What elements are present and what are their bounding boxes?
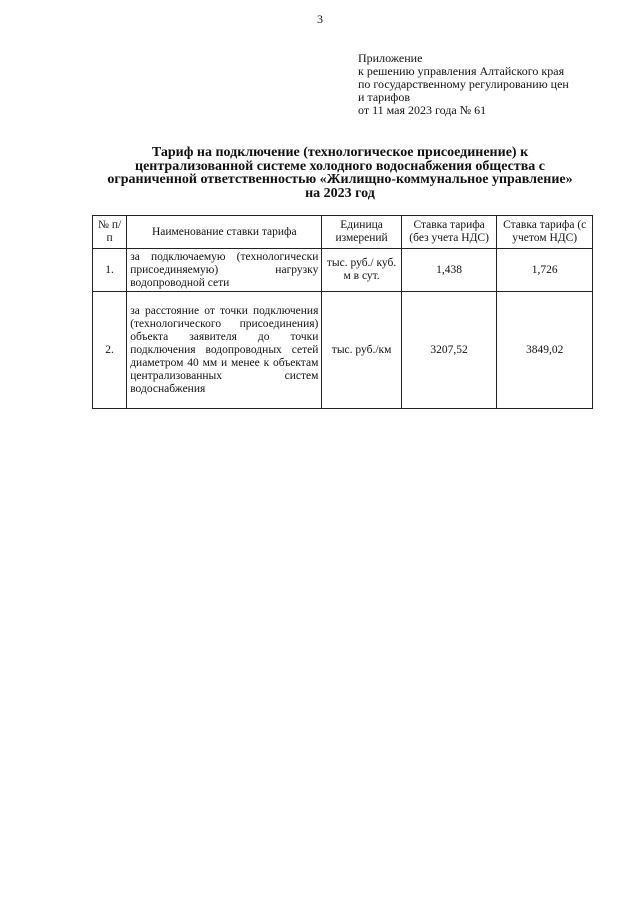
annex-line-1: Приложение [358, 51, 423, 65]
title-line-1: Тариф на подключение (технологическое присоединение) к [151, 145, 529, 160]
tariff-table [92, 215, 593, 409]
row-unit: тыс. руб./км [322, 292, 401, 409]
row-name: за подключаемую (технологически присоединяемую) нагрузку водопроводной сети [127, 249, 322, 292]
annex-block [358, 52, 569, 117]
row-rate-no-vat: 3207,52 [401, 292, 497, 409]
header-num: № п/п [93, 216, 127, 249]
annex-line-5: от 11 мая 2023 года № 61 [358, 103, 487, 117]
header-unit: Единица измерений [322, 216, 401, 249]
table-header-row [93, 216, 593, 249]
row-name: за расстояние от точки подключения (технологического присоединения) объекта заявителя до точки подключения водопроводных сетей диаметром 40 мм и менее к объектам централизованных систем водоснабжения [127, 292, 322, 409]
table-row [93, 249, 593, 292]
row-unit: тыс. руб./ куб. м в сут. [322, 249, 401, 292]
title-line-3: ограниченной ответственностью «Жилищно-коммунальное управление» [107, 172, 573, 187]
title-line-4: на 2023 год [305, 185, 375, 201]
annex-line-4: и тарифов [358, 90, 411, 104]
page-number: 3 [317, 12, 323, 26]
header-rate-no-vat: Ставка тарифа (без учета НДС) [401, 216, 497, 249]
row-num: 2. [93, 292, 127, 409]
row-rate-vat: 1,726 [497, 249, 593, 292]
title-line-2: централизованной системе холодного водоснабжения общества с [135, 158, 545, 174]
row-rate-no-vat: 1,438 [401, 249, 497, 292]
row-rate-vat: 3849,02 [497, 292, 593, 409]
table-row [93, 292, 593, 409]
header-name: Наименование ставки тарифа [127, 216, 322, 249]
row-num: 1. [93, 249, 127, 292]
document-title [90, 146, 590, 200]
annex-line-3: по государственному регулированию цен [358, 77, 569, 91]
annex-line-2: к решению управления Алтайского края [358, 64, 565, 78]
header-rate-vat: Ставка тарифа (с учетом НДС) [497, 216, 593, 249]
